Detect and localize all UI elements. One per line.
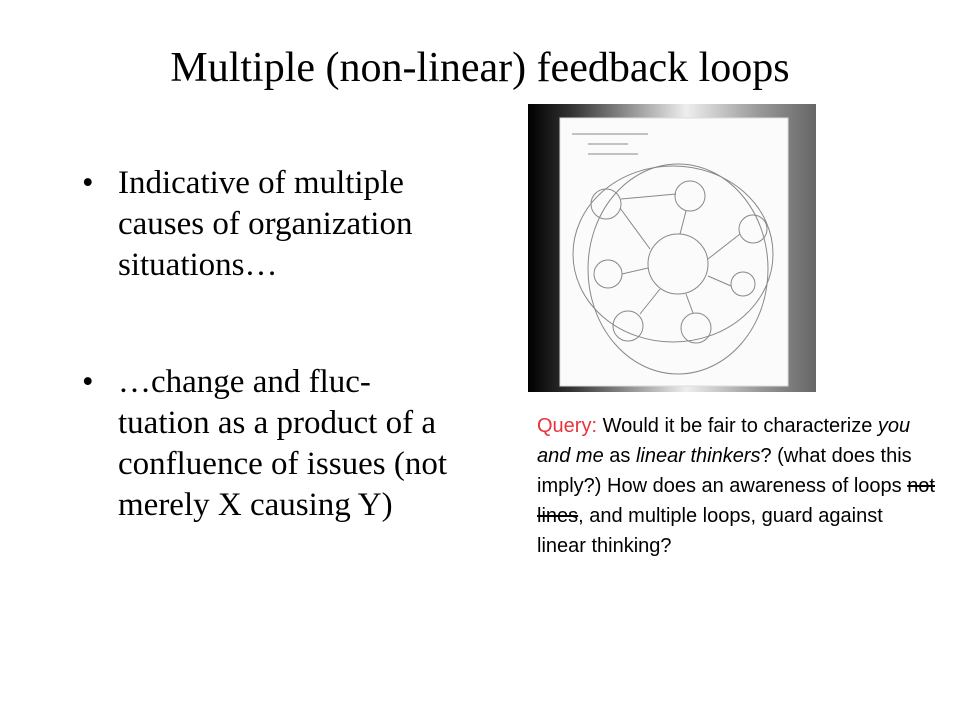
feedback-loop-diagram-photo [528, 104, 816, 392]
bullet-item [82, 362, 462, 526]
query-part: as [603, 445, 636, 467]
bullet-item [82, 163, 462, 286]
query-part: ? (what does this imply?) How does an awareness of loops [537, 445, 912, 497]
query-label: Query: [537, 415, 598, 437]
bullet-icon: • [82, 165, 94, 201]
query-part: Would it be fair to characterize [597, 415, 878, 437]
query-emphasis: linear thinkers [635, 445, 761, 467]
bullet-text: …change and fluc-tuation as a product of a confluence of issues (not merely X causing Y) [118, 364, 447, 523]
bullet-text: Indicative of multiple causes of organization situations… [118, 165, 413, 283]
query-emphasis: you and me [537, 415, 911, 467]
slide-title: Multiple (non-linear) feedback loops [170, 45, 790, 91]
bullet-list [82, 163, 462, 526]
bullet-icon: • [82, 364, 94, 400]
query-text [537, 411, 937, 561]
struck-text-not-lines: not lines [537, 475, 935, 527]
query-part: , and multiple loops, guard against linear thinking? [537, 505, 883, 557]
